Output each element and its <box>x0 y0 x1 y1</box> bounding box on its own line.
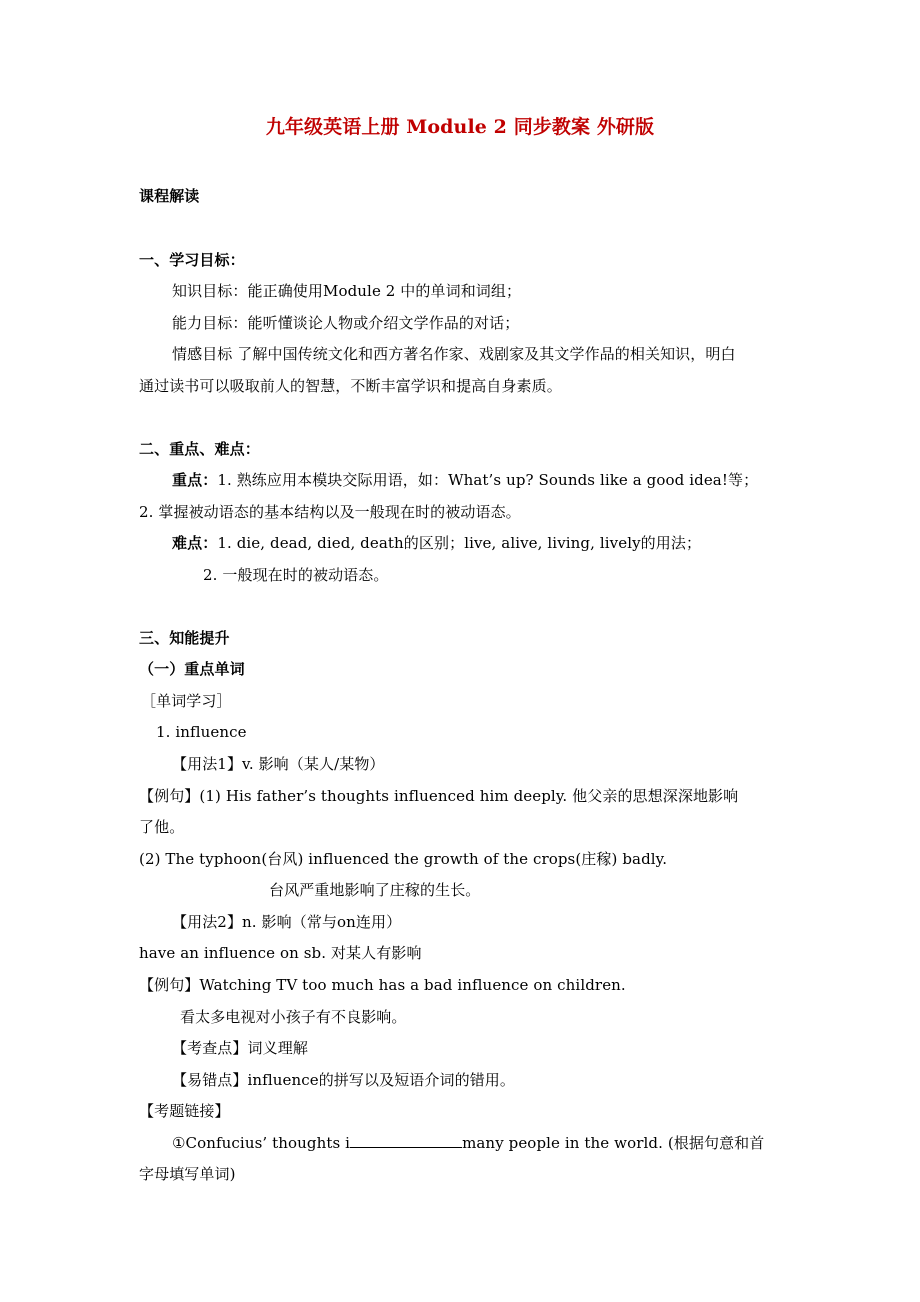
example3-line1 <box>139 975 626 995</box>
example3-text: Watching TV too much has a bad influence on children. <box>199 976 626 994</box>
usage1-line <box>172 754 385 774</box>
improve-heading: 三、知能提升 <box>139 629 230 647</box>
section-intro-heading: 课程解读 <box>139 187 200 205</box>
example2-line1: (2) The typhoon(台风) influenced the growth of the crops(庄稼) badly. <box>139 850 668 868</box>
usage1-text: v. 影响（某人/某物） <box>242 755 385 773</box>
example2-line2: 台风严重地影响了庄稼的生长。 <box>269 881 481 899</box>
check-text: 词义理解 <box>247 1039 308 1057</box>
key-point-line1 <box>172 470 758 490</box>
usage2-label: 【用法2】 <box>172 913 243 931</box>
question1-suffix: many people in the world. (根据句意和首 <box>462 1134 765 1152</box>
example1-line1 <box>139 786 738 806</box>
difficult-point-1: 1. die, dead, died, death的区别；live, alive, living, lively的用法； <box>217 534 702 552</box>
document-title: 九年级英语上册 Module 2 同步教案 外研版 <box>265 116 655 138</box>
difficult-point-line1 <box>172 533 701 553</box>
difficult-label: 难点： <box>172 534 218 552</box>
example-label-2: 【例句】 <box>139 976 200 994</box>
question1-line2: 字母填写单词) <box>139 1165 236 1183</box>
word-item-influence: 1. influence <box>156 723 247 741</box>
usage1-label: 【用法1】 <box>172 755 243 773</box>
error-label: 【易错点】 <box>172 1071 248 1089</box>
check-label: 【考查点】 <box>172 1039 248 1057</box>
question1-blank[interactable] <box>350 1133 462 1148</box>
exam-link-label: 【考题链接】 <box>139 1102 230 1120</box>
example-label: 【例句】 <box>139 787 200 805</box>
key-words-heading: （一）重点单词 <box>139 660 245 678</box>
check-point-line <box>172 1038 308 1058</box>
example3-line2: 看太多电视对小孩子有不良影响。 <box>180 1008 407 1026</box>
goals-heading: 一、学习目标： <box>139 251 245 269</box>
usage2-line <box>172 912 401 932</box>
phrase-line: have an influence on sb. 对某人有影响 <box>139 944 422 962</box>
error-text: influence的拼写以及短语介词的错用。 <box>247 1071 515 1089</box>
error-point-line <box>172 1070 515 1090</box>
goal-emotion-line2: 通过读书可以吸取前人的智慧，不断丰富学识和提高自身素质。 <box>139 377 562 395</box>
goal-emotion-line1: 情感目标 了解中国传统文化和西方著名作家、戏剧家及其文学作品的相关知识，明白 <box>172 345 736 363</box>
key-point-2: 2. 掌握被动语态的基本结构以及一般现在时的被动语态。 <box>139 503 521 521</box>
goal-ability: 能力目标：能听懂谈论人物或介绍文学作品的对话； <box>172 314 520 332</box>
question1-prefix: ①Confucius’ thoughts i <box>172 1134 351 1152</box>
example1-line2: 了他。 <box>139 818 185 836</box>
key-label: 重点： <box>172 471 218 489</box>
key-point-1: 1. 熟练应用本模块交际用语，如：What’s up? Sounds like a good idea!等； <box>217 471 759 489</box>
goal-knowledge: 知识目标：能正确使用Module 2 中的单词和词组； <box>172 282 522 300</box>
difficult-point-2: 2. 一般现在时的被动语态。 <box>203 566 389 584</box>
example1-text: (1) His father’s thoughts influenced him deeply. 他父亲的思想深深地影响 <box>199 787 739 805</box>
usage2-text: n. 影响（常与on连用） <box>242 913 402 931</box>
question1-line1 <box>172 1133 764 1153</box>
key-points-heading: 二、重点、难点： <box>139 440 260 458</box>
word-study-label: ［单词学习］ <box>141 692 232 710</box>
